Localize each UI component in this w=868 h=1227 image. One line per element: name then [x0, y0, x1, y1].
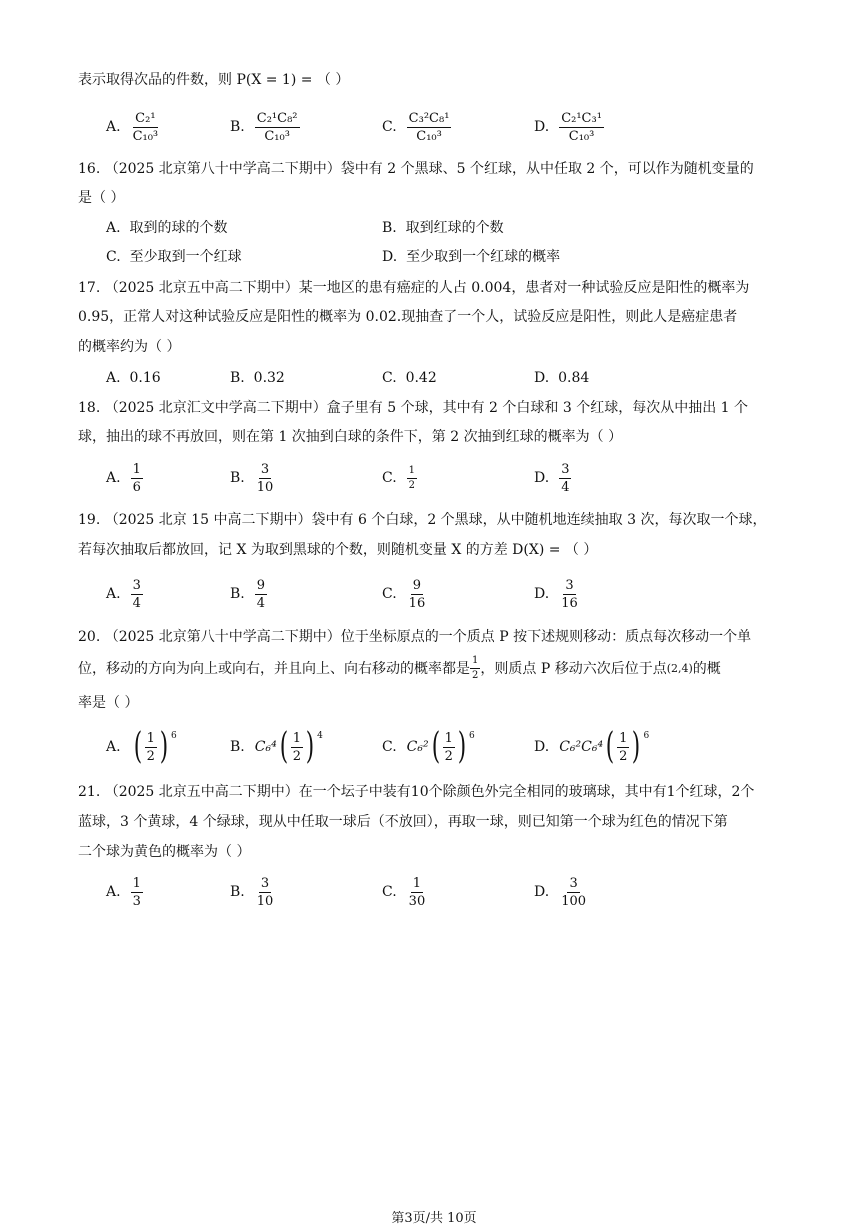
numerator: C₂¹ — [135, 110, 156, 126]
q15-stem: 表示取得次品的件数，则 P(X = 1) = （ ） — [78, 72, 350, 88]
q21-line1: 21. （2025 北京五中高二下期中）在一个坛子中装有10个除颜色外完全相同的玻璃球，其中有1个红球，2个 — [78, 784, 755, 800]
q19-option-d: D. $\frac{3}{16}$ — [534, 577, 578, 611]
q20-option-a: A. ( $\frac{1}{2}$ ) 6 — [106, 726, 177, 767]
page-number: 第3页/共 10页 — [391, 1211, 477, 1226]
q21-line3: 二个球为黄色的概率为（ ） — [78, 844, 251, 860]
q18-option-b: B. $\frac{3}{10}$ — [230, 461, 274, 495]
q20-line2: 位，移动的方向为向上或向右，并且向上、向右移动的概率都是 $\frac{1}{2}$ ，则质点 P 移动六次后位于点 (2,4) 的概 — [78, 655, 721, 681]
q20-line1: 20. （2025 北京第八十中学高二下期中）位于坐标原点的一个质点 P 按下述规则移动：质点每次移动一个单 — [78, 629, 752, 645]
q17-line3: 的概率约为（ ） — [78, 339, 181, 355]
q15-option-a: A. $\frac{\text{C₂¹}}{\text{C₁₀³}}$ — [106, 110, 159, 144]
q16-option-a: A. 取到的球的个数 — [106, 220, 228, 236]
q21-option-d: D. $\frac{3}{100}$ — [534, 875, 587, 909]
q19-line2: 若每次抽取后都放回，记 X 为取到黑球的个数，则随机变量 X 的方差 D(X) = （ ） — [78, 542, 598, 558]
q21-option-a: A. $\frac{1}{3}$ — [106, 875, 141, 909]
q17-option-c: C. 0.42 — [382, 370, 437, 386]
denominator: C₁₀³ — [416, 128, 442, 144]
q16-option-b: B. 取到红球的个数 — [382, 220, 504, 236]
q15-option-c: C. $\frac{\text{C₃²C₈¹}}{\text{C₁₀³}}$ — [382, 110, 450, 144]
denominator: C₁₀³ — [568, 128, 595, 144]
q20-option-b: B. C₆⁴ ( $\frac{1}{2}$ ) 4 — [230, 726, 323, 767]
q19-option-c: C. $\frac{9}{16}$ — [382, 577, 426, 611]
numerator: C₃²C₈¹ — [408, 110, 450, 126]
q18-option-d: D. $\frac{3}{4}$ — [534, 461, 570, 495]
denominator: C₁₀³ — [132, 128, 159, 144]
q19-option-a: A. $\frac{3}{4}$ — [106, 577, 141, 611]
q17-option-d: D. 0.84 — [534, 370, 590, 386]
q20-line3: 率是（ ） — [78, 695, 139, 711]
q17-option-a: A. 0.16 — [106, 370, 161, 386]
q21-line2: 蓝球，3 个黄球，4 个绿球，现从中任取一球后（不放回），再取一球，则已知第一个球为红色的情况下第 — [78, 814, 728, 830]
q16-option-c: C. 至少取到一个红球 — [106, 249, 242, 265]
q15-option-b: B. $\frac{\text{C₂¹C₈²}}{\text{C₁₀³}}$ — [230, 110, 298, 144]
q18-line2: 球，抽出的球不再放回，则在第 1 次抽到白球的条件下，第 2 次抽到红球的概率为（ ） — [78, 429, 623, 445]
q15-option-d: D. $\frac{\text{C₂¹C₃¹}}{\text{C₁₀³}}$ — [534, 110, 602, 144]
q21-option-c: C. $\frac{1}{30}$ — [382, 875, 426, 909]
one-half: $\frac{1}{2}$ — [472, 655, 479, 681]
q21-option-b: B. $\frac{3}{10}$ — [230, 875, 274, 909]
q19-line1: 19. （2025 北京 15 中高二下期中）袋中有 6 个白球，2 个黑球，从中随机地连续抽取 3 次，每次取一个球， — [78, 512, 767, 528]
numerator: C₂¹C₃¹ — [561, 110, 602, 126]
denominator: C₁₀³ — [264, 128, 290, 144]
q20-option-d: D. C₆²C₆⁴ ( $\frac{1}{2}$ ) 6 — [534, 726, 650, 767]
q18-line1: 18. （2025 北京汇文中学高二下期中）盒子里有 5 个球，其中有 2 个白球和 3 个红球，每次从中抽出 1 个 — [78, 400, 749, 416]
q16-line1: 16. （2025 北京第八十中学高二下期中）袋中有 2 个黑球、5 个红球，从中任取 2 个，可以作为随机变量的 — [78, 161, 754, 177]
q19-option-b: B. $\frac{9}{4}$ — [230, 577, 266, 611]
q18-option-c: C. $\frac{1}{2}$ — [382, 464, 416, 491]
q17-line1: 17. （2025 北京五中高二下期中）某一地区的患有癌症的人占 0.004，患者对一种试验反应是阳性的概率为 — [78, 280, 750, 296]
q17-option-b: B. 0.32 — [230, 370, 285, 386]
point-label: (2,4) — [666, 661, 693, 675]
q20-option-c: C. C₆² ( $\frac{1}{2}$ ) 6 — [382, 726, 475, 767]
q16-line2: 是（ ） — [78, 190, 125, 206]
q16-option-d: D. 至少取到一个红球的概率 — [382, 249, 561, 265]
q18-option-a: A. $\frac{1}{6}$ — [106, 461, 141, 495]
numerator: C₂¹C₈² — [256, 110, 298, 126]
q17-line2: 0.95，正常人对这种试验反应是阳性的概率为 0.02.现抽查了一个人，试验反应是阳性，则此人是癌症患者 — [78, 309, 738, 325]
